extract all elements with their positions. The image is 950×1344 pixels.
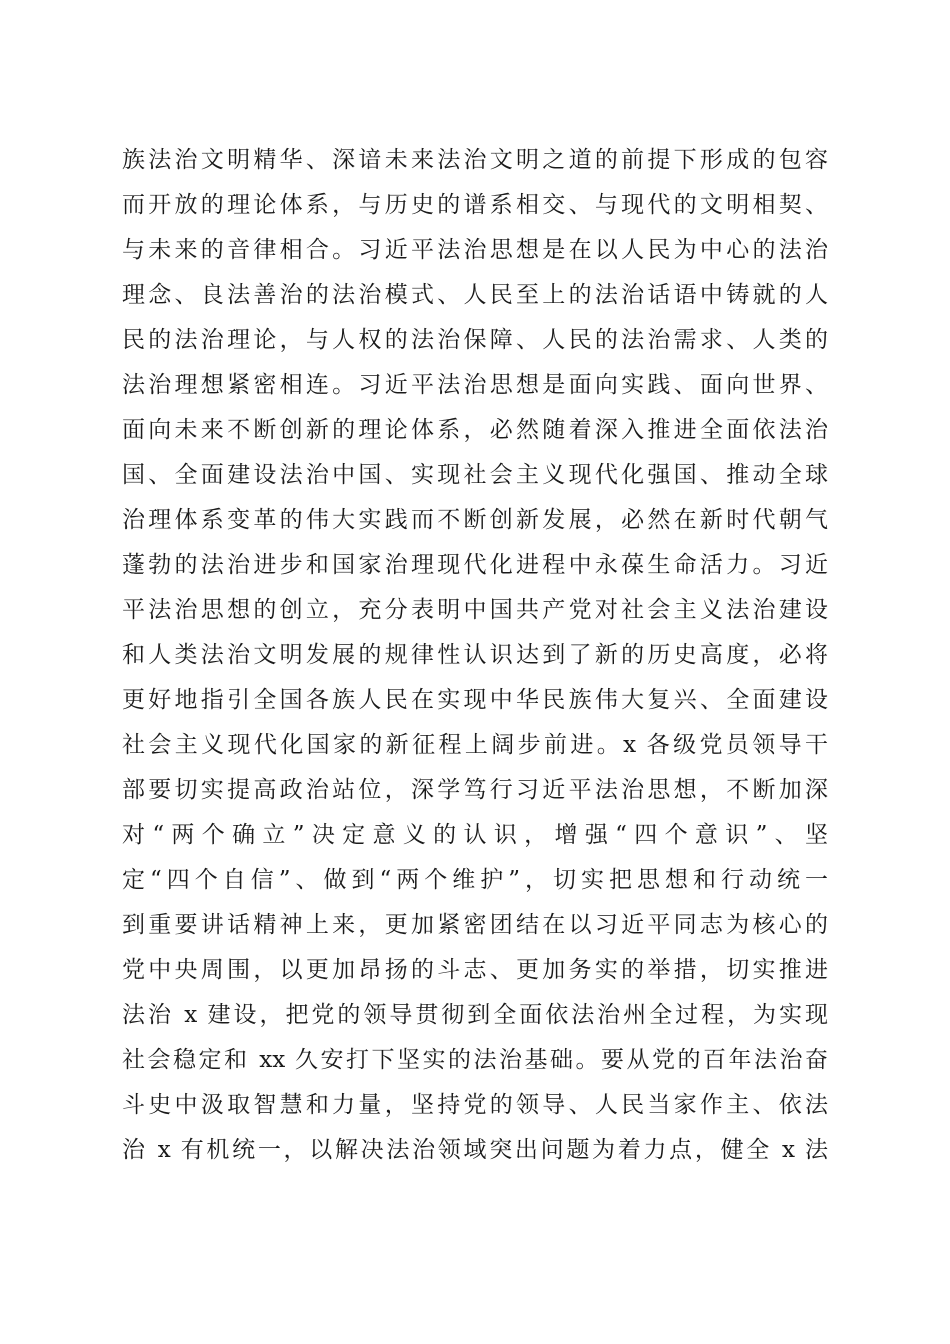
text-line: 治理体系变革的伟大实践而不断创新发展，必然在新时代朝气 bbox=[122, 507, 828, 533]
text-line: 理念、良法善治的法治模式、人民至上的法治话语中铸就的人 bbox=[122, 282, 828, 308]
body-paragraph bbox=[122, 138, 828, 1173]
text-line: 而开放的理论体系，与历史的谱系相交、与现代的文明相契、 bbox=[122, 192, 828, 218]
text-line: 社会稳定和 xx 久安打下坚实的法治基础。要从党的百年法治奋 bbox=[122, 1047, 828, 1073]
text-line: 法治 x 建设，把党的领导贯彻到全面依法治州全过程，为实现 bbox=[122, 1002, 828, 1028]
text-line: 治 x 有机统一，以解决法治领域突出问题为着力点，健全 x 法 bbox=[122, 1137, 828, 1163]
text-line: 部要切实提高政治站位，深学笃行习近平法治思想，不断加深 bbox=[122, 777, 828, 803]
text-line: 和人类法治文明发展的规律性认识达到了新的历史高度，必将 bbox=[122, 642, 828, 668]
text-line: 定“四个自信”、做到“两个维护”，切实把思想和行动统一 bbox=[122, 867, 828, 893]
text-line: 党中央周围，以更加昂扬的斗志、更加务实的举措，切实推进 bbox=[122, 957, 828, 983]
text-line: 法治理想紧密相连。习近平法治思想是面向实践、面向世界、 bbox=[122, 372, 828, 398]
text-line: 面向未来不断创新的理论体系，必然随着深入推进全面依法治 bbox=[122, 417, 828, 443]
text-line: 斗史中汲取智慧和力量，坚持党的领导、人民当家作主、依法 bbox=[122, 1092, 828, 1118]
text-line: 蓬勃的法治进步和国家治理现代化进程中永葆生命活力。习近 bbox=[122, 552, 828, 578]
text-line: 社会主义现代化国家的新征程上阔步前进。x 各级党员领导干 bbox=[122, 732, 828, 758]
text-line: 国、全面建设法治中国、实现社会主义现代化强国、推动全球 bbox=[122, 462, 828, 488]
text-line: 到重要讲话精神上来，更加紧密团结在以习近平同志为核心的 bbox=[122, 912, 828, 938]
text-line: 更好地指引全国各族人民在实现中华民族伟大复兴、全面建设 bbox=[122, 687, 828, 713]
text-line: 对“两个确立”决定意义的认识，增强“四个意识”、坚 bbox=[122, 822, 828, 848]
text-line: 平法治思想的创立，充分表明中国共产党对社会主义法治建设 bbox=[122, 597, 828, 623]
text-line: 与未来的音律相合。习近平法治思想是在以人民为中心的法治 bbox=[122, 237, 828, 263]
text-line: 民的法治理论，与人权的法治保障、人民的法治需求、人类的 bbox=[122, 327, 828, 353]
text-line: 族法治文明精华、深谙未来法治文明之道的前提下形成的包容 bbox=[122, 147, 828, 173]
